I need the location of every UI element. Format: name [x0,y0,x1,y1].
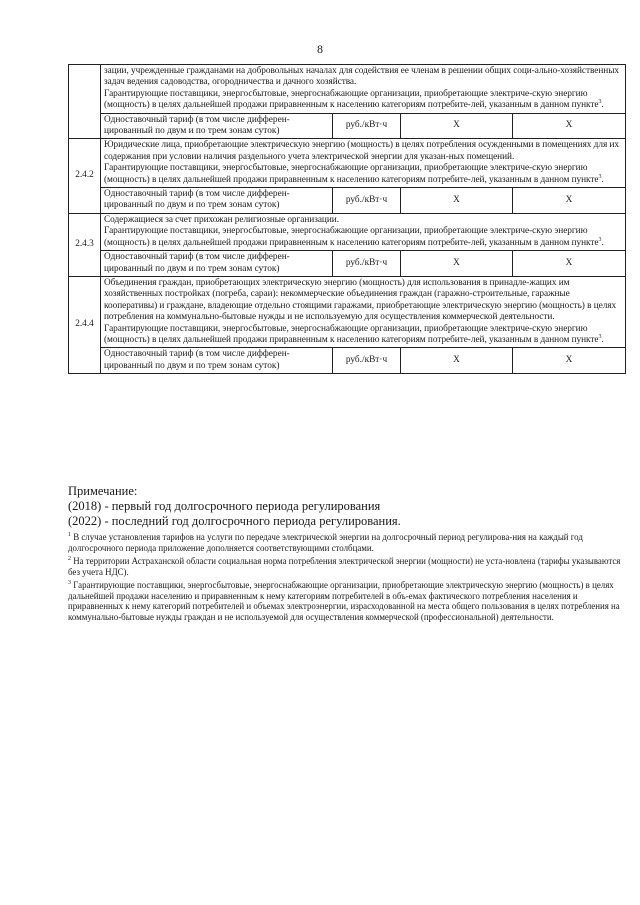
row-description: Юридические лица, приобретающие электрическую энергию (мощность) в целях потребления осужденными в помещениях для их содержания при условии наличия раздельного учета электрической энергии для указан-ных помещений. Гарантирующие поставщики, энергосбытовые, энергоснабжающие организации, приобретающие электриче-скую энергию (мощность) в целях дальнейшей продажи приравненным к населению категориям потребите-лей, указанным в данном пункте$^3$. [101,139,626,188]
notes-line: (2018) - первый год долгосрочного периода регулирования [68,499,381,513]
tariff-table [68,64,626,374]
tariff-row [69,113,626,139]
row-number [69,65,101,139]
table-row [69,65,626,114]
value-cell: Х [401,348,513,374]
table-row [69,276,626,347]
footnote: $^2$ На территории Астраханской области социальная норма потребления электрической энергии (мощности) не уста-новлена (тарифы указываются без учета НДС). [68,556,621,577]
tariff-label: Одноставочный тариф (в том числе дифферен-цированный по двум и по трем зонам суток) [101,348,333,374]
tariff-row [69,188,626,214]
unit-cell: руб./кВт·ч [333,348,401,374]
row-number: 2.4.3 [69,213,101,276]
row-description: зации, учрежденные гражданами на добровольных началах для содействия ее членам в решении общих соци-ально-хозяйственных задач ведения садоводства, огородничества и дачного хозяйства. Гарантирующие поставщики, энергосбытовые, энергоснабжающие организации, приобретающие электриче-скую энергию (мощность) в целях дальнейшей продажи приравненным к населению категориям потребите-лей, указанным в данном пункте$^3$. [101,65,626,114]
value-cell: Х [401,188,513,214]
notes-title: Примечание: [68,484,138,498]
notes-line: (2022) - последний год долгосрочного периода регулирования. [68,514,401,528]
tariff-label: Одноставочный тариф (в том числе дифферен-цированный по двум и по трем зонам суток) [101,113,333,139]
table-row [69,139,626,188]
value-cell: Х [513,188,626,214]
value-cell: Х [401,251,513,277]
unit-cell: руб./кВт·ч [333,251,401,277]
tariff-row [69,348,626,374]
footnote: $^1$ В случае установления тарифов на услуги по передаче электрической энергии на долгосрочный период регулирова-ния на каждый год долгосрочного периода приложение дополняется соответствующими столбцами. [68,532,583,553]
value-cell: Х [513,251,626,277]
value-cell: Х [513,113,626,139]
row-number: 2.4.4 [69,276,101,373]
row-description: Объединения граждан, приобретающих электрическую энергию (мощность) для использования в принадле-жащих им хозяйственных постройках (погреба, сараи): некоммерческие объединения граждан (гаражно-строительные, гаражные кооперативы) и граждане, владеющие отдельно стоящими гаражами, приобретающие электрическую энергию (мощность) в целях потребления на коммунально-бытовые нужды и не используемую для осуществления коммерческой деятельности. Гарантирующие поставщики, энергосбытовые, энергоснабжающие организации, приобретающие электриче-скую энергию (мощность) в целях дальнейшей продажи приравненным к населению категориям потребите-лей, указанным в данном пункте$^3$. [101,276,626,347]
value-cell: Х [401,113,513,139]
unit-cell: руб./кВт·ч [333,113,401,139]
unit-cell: руб./кВт·ч [333,188,401,214]
tariff-label: Одноставочный тариф (в том числе дифферен-цированный по двум и по трем зонам суток) [101,188,333,214]
row-description: Содержащиеся за счет прихожан религиозные организации. Гарантирующие поставщики, энергосбытовые, энергоснабжающие организации, приобретающие электриче-скую энергию (мощность) в целях дальнейшей продажи приравненным к населению категориям потребите-лей, указанным в данном пункте$^3$. [101,213,626,250]
table-row [69,213,626,250]
row-number: 2.4.2 [69,139,101,213]
tariff-label: Одноставочный тариф (в том числе дифферен-цированный по двум и по трем зонам суток) [101,251,333,277]
footnote: $^3$ Гарантирующие поставщики, энергосбытовые, энергоснабжающие организации, приобретающие электрическую энергию (мощность) в целях дальнейшей продажи населению и приравненным к нему категориям потребителей в объ-емах фактического потребления населения и приравненных к нему категорий потребителей и объемах электроэнергии, израсходованной на места общего пользования в целях потребления на коммунально-бытовые нужды граждан и не используемой для осуществления коммерческой (профессиональной) деятельности. [68,580,620,622]
tariff-row [69,251,626,277]
page-number: 8 [317,42,323,56]
value-cell: Х [513,348,626,374]
